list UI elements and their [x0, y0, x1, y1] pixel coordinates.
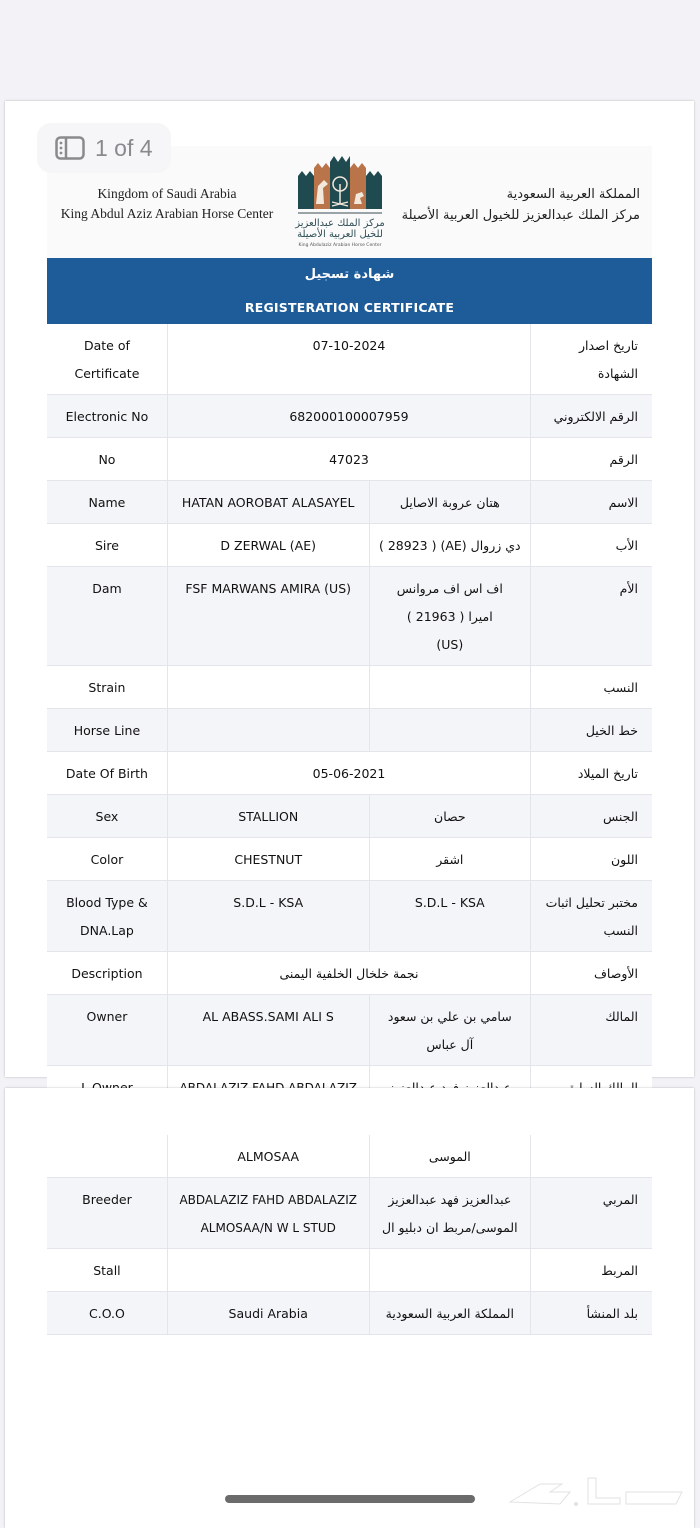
- table-row: [47, 324, 652, 395]
- label-en: Date of Certificate: [47, 324, 167, 395]
- label-en: Electronic No: [47, 395, 167, 438]
- label-en: [47, 1135, 167, 1178]
- header-ar-line1: المملكة العربية السعودية: [506, 187, 640, 202]
- value: 47023: [167, 438, 530, 481]
- logo-emblem-icon: [290, 154, 390, 216]
- header-ar-line2: مركز الملك عبدالعزيز للخيول العربية الأصيلة: [401, 208, 640, 223]
- label-ar: المربط: [531, 1249, 652, 1292]
- value-ar: عبدالعزيز فهد عبدالعزيز الموسى/مربط ان دبليو ال: [369, 1178, 531, 1249]
- value-en: HATAN AOROBAT ALASAYEL: [167, 481, 369, 524]
- label-en: No: [47, 438, 167, 481]
- page-counter-badge[interactable]: [37, 123, 171, 173]
- value-ar: سامي بن علي بن سعود آل عباس: [369, 995, 531, 1066]
- label-ar: الأوصاف: [531, 952, 652, 995]
- header-arabic: [380, 184, 640, 226]
- value-en: [167, 1249, 369, 1292]
- header-en-line1: Kingdom of Saudi Arabia: [97, 186, 237, 201]
- label-ar: تاريخ الميلاد: [531, 752, 652, 795]
- label-ar: [531, 1135, 652, 1178]
- value-ar: هتان عروبة الاصايل: [369, 481, 531, 524]
- value-ar: [369, 709, 531, 752]
- label-en: Blood Type & DNA.Lap: [47, 881, 167, 952]
- center-logo: [290, 154, 390, 254]
- value-en: FSF MARWANS AMIRA (US): [167, 567, 369, 666]
- value-en: [167, 709, 369, 752]
- value: 682000100007959: [167, 395, 530, 438]
- label-ar: المربي: [531, 1178, 652, 1249]
- home-indicator[interactable]: [225, 1495, 475, 1503]
- value-en: D ZERWAL (AE): [167, 524, 369, 567]
- value-ar: المملكة العربية السعودية: [369, 1292, 531, 1335]
- label-en: Owner: [47, 995, 167, 1066]
- label-en: Description: [47, 952, 167, 995]
- logo-english-text: King Abdulaziz Arabian Horse Center: [298, 243, 382, 248]
- table-row: [47, 952, 652, 995]
- label-en: Dam: [47, 567, 167, 666]
- certificate-table: [47, 324, 652, 1112]
- label-en: Strain: [47, 666, 167, 709]
- table-row: [47, 1178, 652, 1249]
- value-ar: S.D.L - KSA: [369, 881, 531, 952]
- value-en: [167, 666, 369, 709]
- table-row: [47, 709, 652, 752]
- logo-ar-line2: للخيل العربية الأصيلة: [297, 229, 383, 240]
- label-ar: الأم: [531, 567, 652, 666]
- value-ar: حصان: [369, 795, 531, 838]
- label-ar: النسب: [531, 666, 652, 709]
- value-en: CHESTNUT: [167, 838, 369, 881]
- value: 07-10-2024: [167, 324, 530, 395]
- value-ar: [369, 666, 531, 709]
- label-en: Horse Line: [47, 709, 167, 752]
- value-en: ALMOSAA: [167, 1135, 369, 1178]
- label-ar: بلد المنشأ: [531, 1292, 652, 1335]
- value-en: STALLION: [167, 795, 369, 838]
- value: نجمة خلخال الخلفية اليمنى: [167, 952, 530, 995]
- table-row: [47, 438, 652, 481]
- label-ar: الرقم: [531, 438, 652, 481]
- logo-ar-line1: مركز الملك عبدالعزيز: [295, 218, 385, 229]
- label-ar: خط الخيل: [531, 709, 652, 752]
- label-ar: تاريخ اصدار الشهادة: [531, 324, 652, 395]
- header-english: [47, 184, 287, 224]
- label-ar: الرقم الالكتروني: [531, 395, 652, 438]
- value-ar: اشقر: [369, 838, 531, 881]
- label-en: Breeder: [47, 1178, 167, 1249]
- table-row: [47, 1249, 652, 1292]
- value-en: Saudi Arabia: [167, 1292, 369, 1335]
- label-en: C.O.O: [47, 1292, 167, 1335]
- label-en: Stall: [47, 1249, 167, 1292]
- document-page-2: [5, 1088, 694, 1528]
- table-row: [47, 881, 652, 952]
- value-en: S.D.L - KSA: [167, 881, 369, 952]
- title-english: REGISTERATION CERTIFICATE: [244, 300, 455, 315]
- table-row: [47, 481, 652, 524]
- page-counter-text: 1 of 4: [95, 134, 153, 161]
- label-ar: الاسم: [531, 481, 652, 524]
- table-row: [47, 752, 652, 795]
- table-row: [47, 795, 652, 838]
- haraj-watermark-icon: [500, 1470, 690, 1510]
- table-row: [47, 395, 652, 438]
- value-en: ABDALAZIZ FAHD ABDALAZIZ ALMOSAA/N W L STUD: [167, 1178, 369, 1249]
- label-en: Date Of Birth: [47, 752, 167, 795]
- value-en: AL ABASS.SAMI ALI S: [167, 995, 369, 1066]
- label-ar: مختبر تحليل اثبات النسب: [531, 881, 652, 952]
- sidebar-icon: [55, 136, 85, 160]
- table-row: [47, 838, 652, 881]
- table-row: [47, 1292, 652, 1335]
- label-en: Sire: [47, 524, 167, 567]
- label-ar: الجنس: [531, 795, 652, 838]
- logo-arabic-text: [290, 218, 390, 240]
- document-page-1: [5, 101, 694, 1077]
- label-en: Name: [47, 481, 167, 524]
- value-ar: الموسى: [369, 1135, 531, 1178]
- table-row: [47, 1135, 652, 1178]
- table-row: [47, 524, 652, 567]
- value-ar: [369, 1249, 531, 1292]
- table-row: [47, 666, 652, 709]
- table-row: [47, 567, 652, 666]
- value: 05-06-2021: [167, 752, 530, 795]
- label-ar: اللون: [531, 838, 652, 881]
- value-ar: دي زروال (AE) ( 28923 ): [369, 524, 531, 567]
- label-ar: الأب: [531, 524, 652, 567]
- value-ar: اف اس اف مروانس اميرا ( 21963 ) (US): [369, 567, 531, 666]
- certificate-table-continued: [47, 1135, 652, 1335]
- label-ar: المالك: [531, 995, 652, 1066]
- header-en-line2: King Abdul Aziz Arabian Horse Center: [60, 206, 274, 221]
- table-row: [47, 995, 652, 1066]
- certificate-title-banner: [47, 258, 652, 324]
- label-en: Color: [47, 838, 167, 881]
- title-arabic: شهادة تسجيل: [304, 267, 395, 282]
- label-en: Sex: [47, 795, 167, 838]
